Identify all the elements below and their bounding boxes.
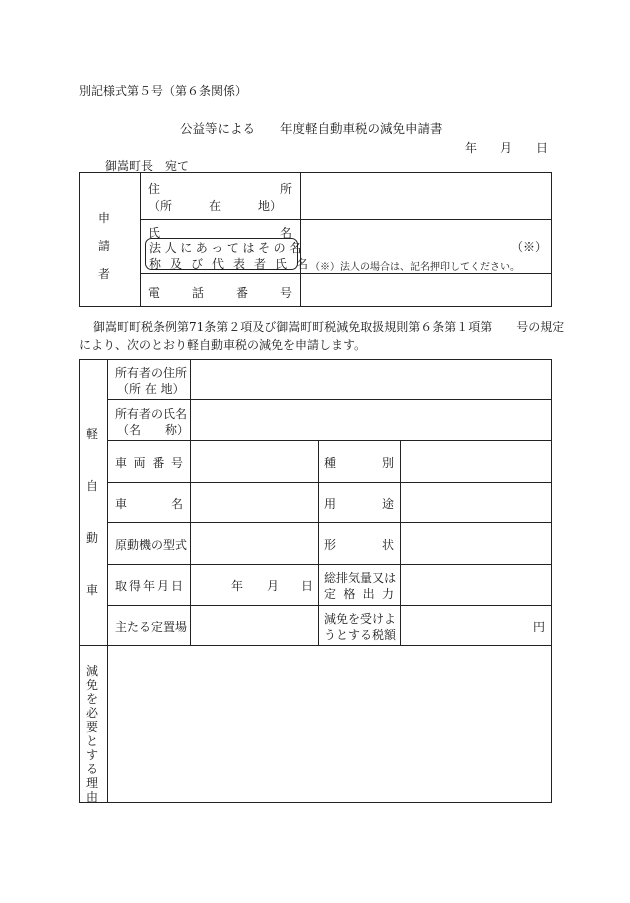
- plate-number-field[interactable]: [194, 444, 314, 479]
- usage-label: 用 途: [324, 497, 394, 511]
- car-name-field[interactable]: [194, 485, 314, 520]
- rated-output-label: 定 格 出 力: [324, 587, 394, 601]
- request-text-line1: 御嵩町町税条例第71条第２項及び御嵩町町税減免取扱規則第６条第１項第 号の規定: [93, 320, 565, 334]
- car-name-label: 車 名: [115, 497, 183, 511]
- yen-unit: 円: [533, 620, 546, 634]
- owner-name-label: 所有者の氏名: [115, 407, 188, 421]
- owner-address-sublabel: （所 在 地）: [117, 382, 185, 396]
- kind-label: 種 別: [324, 456, 394, 470]
- engine-model-field[interactable]: [194, 526, 314, 561]
- plate-number-label: 車 両 番 号: [115, 456, 183, 470]
- phone-field[interactable]: [306, 277, 548, 304]
- form-title: 公益等による 年度軽自動車税の減免申請書: [180, 121, 443, 136]
- tax-amount-field[interactable]: [404, 608, 548, 643]
- seal-note: （※）法人の場合は、記名押印してください。: [310, 262, 520, 273]
- date-year: 年: [465, 141, 478, 155]
- owner-address-label: 所有者の住所: [115, 366, 188, 380]
- acquired-month-unit: 月: [267, 579, 280, 593]
- address-label: 住 所: [148, 182, 292, 196]
- address-field[interactable]: [306, 175, 548, 217]
- reason-field[interactable]: [112, 650, 548, 798]
- phone-label: 電 話 番 号: [148, 286, 292, 300]
- shape-label: 形 状: [324, 538, 394, 552]
- tax-amount-label-2: うとする税額: [324, 628, 397, 642]
- addressee: 御嵩町長 宛て: [105, 159, 190, 173]
- request-text-line2: により、次のとおり軽自動車税の減免を申請します。: [79, 338, 367, 352]
- name-label: 氏 名: [148, 226, 292, 240]
- acquired-date-label: 取 得 年 月 日: [115, 579, 183, 593]
- acquired-date-field[interactable]: [194, 567, 314, 602]
- applicant-side-label: 申 請 者: [98, 211, 111, 281]
- engine-model-label: 原動機の型式: [115, 538, 188, 552]
- owner-name-field[interactable]: [194, 403, 548, 438]
- owner-name-sublabel: （名 称）: [117, 423, 190, 437]
- displacement-field[interactable]: [404, 567, 548, 602]
- vehicle-side-label: 軽 自 動 車: [86, 427, 99, 597]
- location-label: 主たる定置場: [115, 620, 188, 634]
- reason-label: 減 免 を 必 要 と す る 理 由: [86, 664, 99, 804]
- shape-field[interactable]: [404, 526, 548, 561]
- date-day: 日: [536, 141, 549, 155]
- seal-mark: （※）: [511, 240, 548, 254]
- acquired-year-unit: 年: [231, 579, 244, 593]
- usage-field[interactable]: [404, 485, 548, 520]
- form-number: 別記様式第５号（第６条関係）: [79, 84, 248, 98]
- acquired-day-unit: 日: [301, 579, 314, 593]
- corporate-name-note-2: 称及び代表者氏名: [149, 257, 318, 271]
- location-field[interactable]: [194, 608, 314, 643]
- date-month: 月: [500, 141, 513, 155]
- address-sublabel: （所 在 地）: [148, 199, 282, 213]
- owner-address-field[interactable]: [194, 362, 548, 397]
- corporate-name-note-1: 法人にあってはその名: [149, 241, 305, 255]
- displacement-label: 総 排 気 量 又 は: [324, 571, 397, 585]
- kind-field[interactable]: [404, 444, 548, 479]
- tax-amount-label-1: 減免を受けよ: [324, 612, 397, 626]
